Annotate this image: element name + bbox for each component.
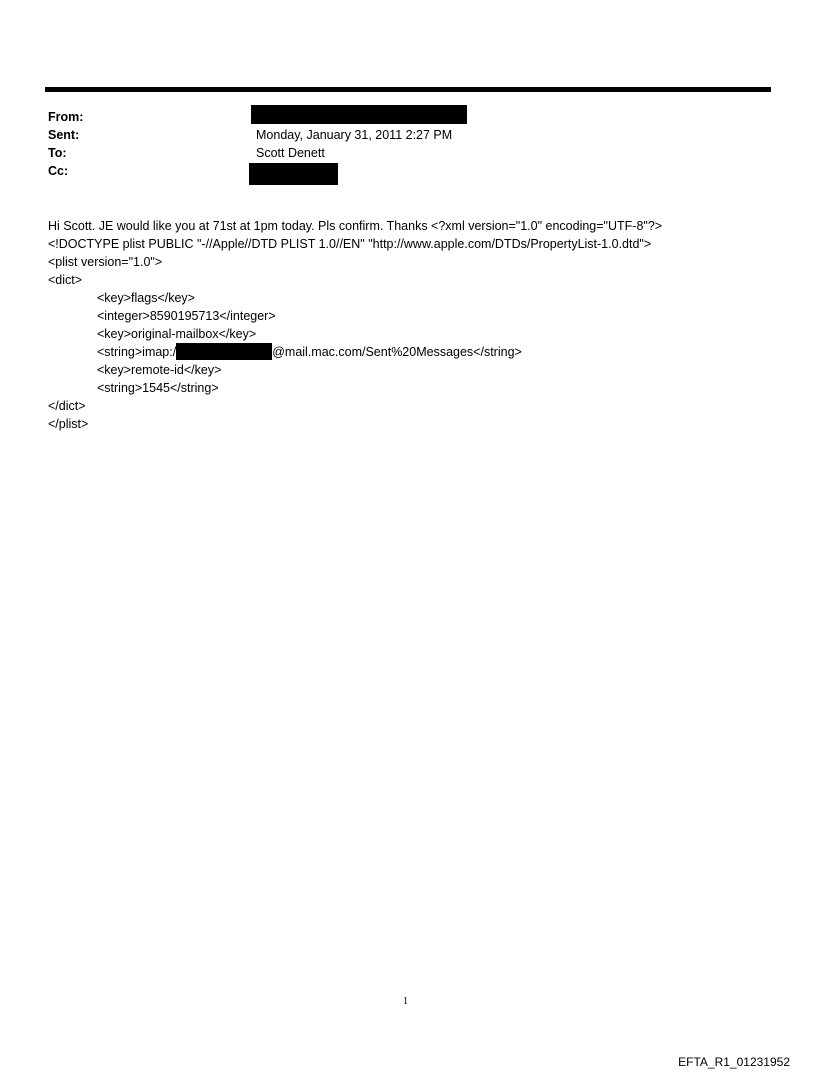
to-value: Scott Denett bbox=[256, 146, 325, 160]
body-line: <integer>8590195713</integer> bbox=[97, 309, 276, 323]
body-line: </plist> bbox=[48, 417, 89, 431]
sent-label: Sent: bbox=[48, 128, 80, 142]
body-line: <dict> bbox=[48, 273, 83, 287]
body-line: <!DOCTYPE plist PUBLIC "-//Apple//DTD PLIST 1.0//EN" "http://www.apple.com/DTDs/PropertyList-1.0.dtd"> bbox=[48, 237, 652, 251]
imap-prefix: <string>imap:/ bbox=[97, 345, 177, 359]
body-line: <string>1545</string> bbox=[97, 381, 219, 395]
body-line: <key>flags</key> bbox=[97, 291, 195, 305]
page-number: 1 bbox=[403, 996, 408, 1007]
cc-redaction bbox=[249, 163, 338, 185]
body-line: <key>remote-id</key> bbox=[97, 363, 222, 377]
imap-user-redaction bbox=[176, 343, 272, 360]
sent-value: Monday, January 31, 2011 2:27 PM bbox=[256, 128, 453, 142]
from-redaction bbox=[251, 105, 467, 124]
imap-suffix: @mail.mac.com/Sent%20Messages</string> bbox=[272, 345, 522, 359]
body-line: Hi Scott. JE would like you at 71st at 1pm today. Pls confirm. Thanks <?xml version="1.0" encoding="UTF-8"?> bbox=[48, 219, 663, 233]
body-line-imap bbox=[97, 343, 522, 361]
from-label: From: bbox=[48, 110, 84, 124]
body-line: <key>original-mailbox</key> bbox=[97, 327, 257, 341]
cc-label: Cc: bbox=[48, 164, 69, 178]
document-id: EFTA_R1_01231952 bbox=[678, 1055, 790, 1069]
body-line: </dict> bbox=[48, 399, 86, 413]
body-line: <plist version="1.0"> bbox=[48, 255, 163, 269]
header-rule bbox=[45, 87, 771, 92]
to-label: To: bbox=[48, 146, 67, 160]
